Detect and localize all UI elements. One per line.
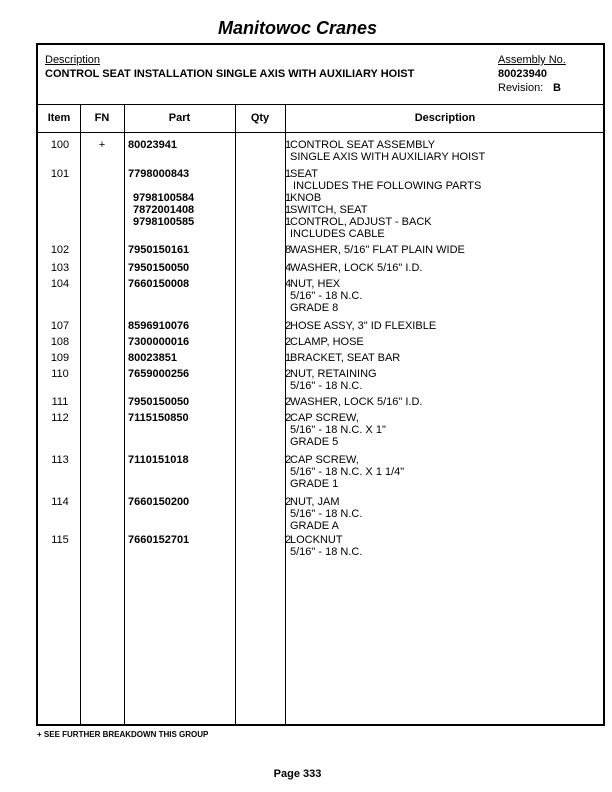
- column-header-fn: FN: [94, 112, 110, 124]
- description-cell: LOCKNUT 5/16" - 18 N.C.: [290, 534, 363, 558]
- part-number-cell: 9798100584: [133, 192, 195, 204]
- column-header-item: Item: [47, 112, 71, 124]
- quantity-cell: 2: [284, 368, 292, 380]
- item-cell: 101: [50, 168, 70, 180]
- item-cell: 102: [50, 244, 70, 256]
- part-number-cell: 80023851: [128, 352, 177, 364]
- description-cell: BRACKET, SEAT BAR: [290, 352, 401, 364]
- quantity-cell: 4: [284, 278, 292, 290]
- page-number: Page 333: [273, 768, 322, 780]
- assembly-number: 80023940: [498, 68, 547, 80]
- part-number-cell: 7950150161: [128, 244, 190, 256]
- description-cell: NUT, JAM 5/16" - 18 N.C. GRADE A: [290, 496, 363, 532]
- quantity-cell: 2: [284, 412, 292, 424]
- description-cell: WASHER, LOCK 5/16" I.D.: [290, 262, 423, 274]
- item-cell: 104: [50, 278, 70, 290]
- quantity-cell: 2: [284, 336, 292, 348]
- quantity-cell: 1: [284, 216, 292, 228]
- part-number-cell: 7660150008: [128, 278, 190, 290]
- item-cell: 114: [51, 496, 69, 508]
- item-cell: 100: [50, 139, 70, 151]
- item-cell: 112: [51, 412, 69, 424]
- description-cell: HOSE ASSY, 3" ID FLEXIBLE: [290, 320, 437, 332]
- part-number-cell: 8596910076: [128, 320, 190, 332]
- description-cell: KNOB: [290, 192, 322, 204]
- quantity-cell: 1: [284, 139, 292, 151]
- column-header-part: Part: [168, 112, 191, 124]
- quantity-cell: 1: [284, 204, 292, 216]
- assembly-description: CONTROL SEAT INSTALLATION SINGLE AXIS WITH AUXILIARY HOIST: [45, 68, 415, 80]
- part-number-cell: 7798000843: [128, 168, 190, 180]
- item-cell: 103: [50, 262, 70, 274]
- quantity-cell: 8: [284, 244, 292, 256]
- description-cell: WASHER, LOCK 5/16" I.D.: [290, 396, 423, 408]
- part-number-cell: 7659000256: [128, 368, 190, 380]
- part-number-cell: 9798100585: [133, 216, 195, 228]
- description-cell: WASHER, 5/16" FLAT PLAIN WIDE: [290, 244, 465, 256]
- description-label: Description: [45, 54, 101, 66]
- part-number-cell: 7660150200: [128, 496, 190, 508]
- quantity-cell: 2: [284, 396, 292, 408]
- part-number-cell: 7115150850: [128, 412, 189, 424]
- item-cell: 113: [51, 454, 69, 466]
- parts-table-frame: [36, 43, 605, 726]
- description-cell: NUT, RETAINING 5/16" - 18 N.C.: [290, 368, 377, 392]
- description-cell: CAP SCREW, 5/16" - 18 N.C. X 1" GRADE 5: [290, 412, 386, 448]
- description-cell: CONTROL, ADJUST - BACK INCLUDES CABLE: [290, 216, 432, 240]
- description-cell: NUT, HEX 5/16" - 18 N.C. GRADE 8: [290, 278, 363, 314]
- column-header-description: Description: [414, 112, 476, 124]
- item-cell: 110: [51, 368, 69, 380]
- part-number-cell: 80023941: [128, 139, 177, 151]
- item-cell: 108: [50, 336, 70, 348]
- page-title: Manitowoc Cranes: [217, 18, 378, 38]
- item-cell: 115: [51, 534, 69, 546]
- quantity-cell: 2: [284, 320, 292, 332]
- part-number-cell: 7872001408: [133, 204, 195, 216]
- quantity-cell: 1: [284, 192, 292, 204]
- quantity-cell: 1: [284, 352, 292, 364]
- column-divider: [235, 105, 236, 724]
- quantity-cell: 4: [284, 262, 292, 274]
- description-cell: CONTROL SEAT ASSEMBLY SINGLE AXIS WITH AUXILIARY HOIST: [290, 139, 486, 163]
- revision-value: B: [553, 82, 561, 94]
- column-divider: [124, 105, 125, 724]
- assembly-header: [38, 45, 603, 105]
- footnote: + SEE FURTHER BREAKDOWN THIS GROUP: [37, 730, 209, 739]
- revision-label: Revision:: [498, 82, 544, 94]
- part-number-cell: 7110151018: [128, 454, 189, 466]
- description-cell: SEAT INCLUDES THE FOLLOWING PARTS: [290, 168, 482, 192]
- quantity-cell: 2: [284, 496, 292, 508]
- assembly-number-label: Assembly No.: [498, 54, 566, 66]
- description-cell: CAP SCREW, 5/16" - 18 N.C. X 1 1/4" GRADE 1: [290, 454, 405, 490]
- fn-cell: +: [98, 139, 106, 151]
- item-cell: 109: [50, 352, 70, 364]
- part-number-cell: 7660152701: [128, 534, 190, 546]
- quantity-cell: 1: [284, 168, 292, 180]
- quantity-cell: 2: [284, 454, 292, 466]
- part-number-cell: 7300000016: [128, 336, 190, 348]
- description-cell: SWITCH, SEAT: [290, 204, 368, 216]
- quantity-cell: 2: [284, 534, 292, 546]
- part-number-cell: 7950150050: [128, 396, 190, 408]
- description-cell: CLAMP, HOSE: [290, 336, 364, 348]
- item-cell: 111: [51, 396, 69, 408]
- column-header-row: [38, 105, 603, 133]
- part-number-cell: 7950150050: [128, 262, 190, 274]
- column-header-qty: Qty: [250, 112, 270, 124]
- item-cell: 107: [50, 320, 70, 332]
